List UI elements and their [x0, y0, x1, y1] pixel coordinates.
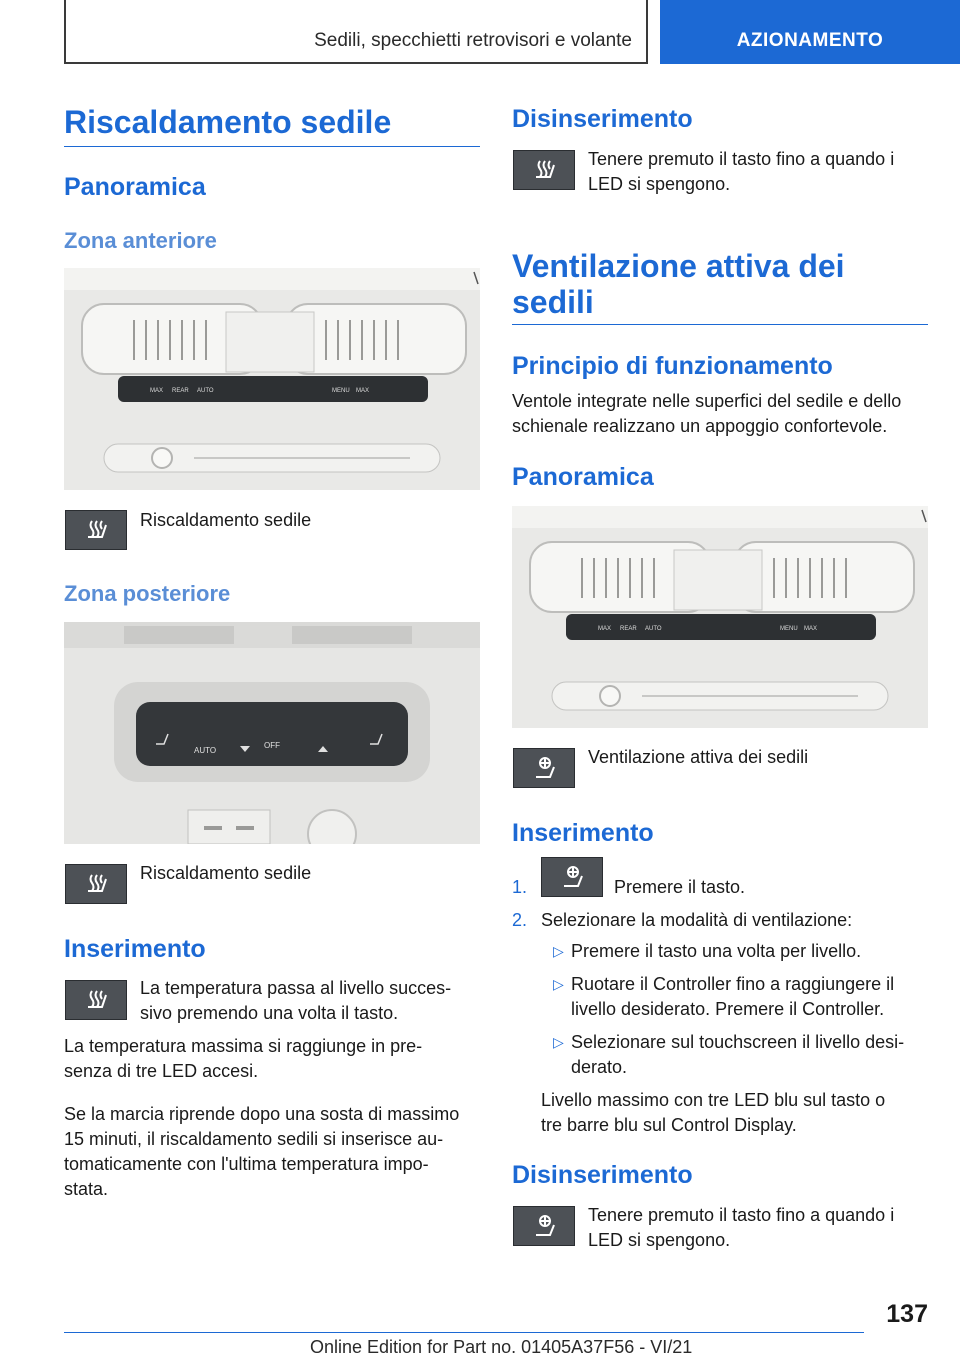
switch-off-text-line-2: LED si spengono.	[588, 174, 731, 194]
max-level-line-2: tre barre blu sul Control Display.	[541, 1115, 797, 1135]
bullet-2-marker: ▷	[553, 976, 564, 992]
heading-overview-right: Panoramica	[512, 463, 654, 491]
svg-text:MAX: MAX	[356, 388, 370, 394]
principle-text-line-2: schienale realizzano un appoggio confortevole.	[512, 416, 888, 436]
heading-principle: Principio di funzionamento	[512, 352, 833, 380]
max-temp-line-1: La temperatura massima si raggiunge in pre-	[64, 1036, 423, 1056]
svg-text:AUTO: AUTO	[645, 626, 662, 632]
auto-on-line-1: Se la marcia riprende dopo una sosta di massimo	[64, 1104, 460, 1124]
svg-text:MAX: MAX	[150, 388, 164, 394]
principle-text-line-1: Ventole integrate nelle superfici del sedile e dello	[512, 391, 902, 411]
seat-heating-button-icon	[65, 980, 127, 1020]
auto-on-line-2: 15 minuti, il riscaldamento sedili si inserisce au-	[64, 1129, 444, 1149]
front-caption: Riscaldamento sedile	[140, 510, 312, 530]
step-1-text: Premere il tasto.	[614, 877, 746, 897]
rear-caption: Riscaldamento sedile	[140, 863, 312, 883]
rear-console-image	[64, 622, 480, 844]
title-rule	[64, 146, 480, 147]
svg-text:OFF: OFF	[264, 741, 280, 750]
vent-caption: Ventilazione attiva dei sedili	[588, 747, 809, 767]
heading-rear-zone: Zona posteriore	[64, 581, 231, 606]
step-1-number: 1.	[512, 877, 528, 897]
auto-on-line-3: tomaticamente con l'ultima temperatura impo-	[64, 1154, 429, 1174]
bullet-1-text: Premere il tasto una volta per livello.	[571, 941, 862, 961]
front-console-image	[64, 268, 480, 490]
seat-ventilation-off-icon	[513, 1206, 575, 1246]
footer-edition: Online Edition for Part no. 01405A37F56 - VI/21	[310, 1337, 693, 1357]
svg-text:MAX: MAX	[598, 626, 612, 632]
svg-text:AUTO: AUTO	[197, 388, 214, 394]
seat-heating-icon	[65, 510, 127, 550]
bullet-2-line-1: Ruotare il Controller fino a raggiungere il	[571, 974, 895, 994]
header-section-box	[64, 0, 648, 64]
page-number: 137	[886, 1300, 928, 1328]
header-section-title: Sedili, specchietti retrovisori e volante	[314, 30, 632, 51]
switch-off-text-line-1: Tenere premuto il tasto fino a quando i	[588, 149, 895, 169]
bullet-2-line-2: livello desiderato. Premere il Controller.	[571, 999, 885, 1019]
footer-rule	[64, 1332, 864, 1333]
seat-heating-rear-icon	[65, 864, 127, 904]
auto-on-line-4: stata.	[64, 1179, 109, 1199]
switch-on-text-line-1: La temperatura passa al livello succes-	[140, 978, 452, 998]
heading-overview-left: Panoramica	[64, 173, 206, 201]
heading-switch-off-bottom: Disinserimento	[512, 1161, 693, 1189]
step-2-number: 2.	[512, 910, 528, 930]
seat-ventilation-icon	[513, 748, 575, 788]
vent-console-image	[512, 506, 928, 728]
vent-title-line-2: sedili	[512, 284, 594, 320]
svg-text:MENU: MENU	[780, 626, 798, 632]
header-chapter-tab	[660, 0, 960, 64]
heading-switch-off-top: Disinserimento	[512, 105, 693, 133]
vent-title-line-1: Ventilazione attiva dei	[512, 248, 845, 284]
heading-switch-on-left: Inserimento	[64, 935, 206, 963]
bullet-3-line-1: Selezionare sul touchscreen il livello desi-	[571, 1032, 905, 1052]
heading-front-zone: Zona anteriore	[64, 228, 217, 253]
bullet-3-marker: ▷	[553, 1034, 564, 1050]
max-level-line-1: Livello massimo con tre LED blu sul tasto o	[541, 1090, 886, 1110]
page-title: Riscaldamento sedile	[64, 104, 392, 140]
header-chapter-label: AZIONAMENTO	[736, 30, 884, 51]
heading-switch-on-right: Inserimento	[512, 819, 654, 847]
bullet-1-marker: ▷	[553, 943, 564, 959]
svg-text:AUTO: AUTO	[194, 746, 217, 755]
bullet-3-line-2: derato.	[571, 1057, 628, 1077]
svg-text:MAX: MAX	[804, 626, 818, 632]
switch-off2-text-line-1: Tenere premuto il tasto fino a quando i	[588, 1205, 895, 1225]
switch-off2-text-line-2: LED si spengono.	[588, 1230, 731, 1250]
max-temp-line-2: senza di tre LED accesi.	[64, 1061, 259, 1081]
switch-on-text-line-2: sivo premendo una volta il tasto.	[140, 1003, 399, 1023]
vent-title-rule	[512, 324, 928, 325]
svg-text:REAR: REAR	[620, 626, 637, 632]
seat-ventilation-button-icon	[541, 857, 603, 897]
seat-heating-off-icon	[513, 150, 575, 190]
svg-text:MENU: MENU	[332, 388, 350, 394]
step-2-text: Selezionare la modalità di ventilazione:	[541, 910, 853, 930]
svg-text:REAR: REAR	[172, 388, 189, 394]
